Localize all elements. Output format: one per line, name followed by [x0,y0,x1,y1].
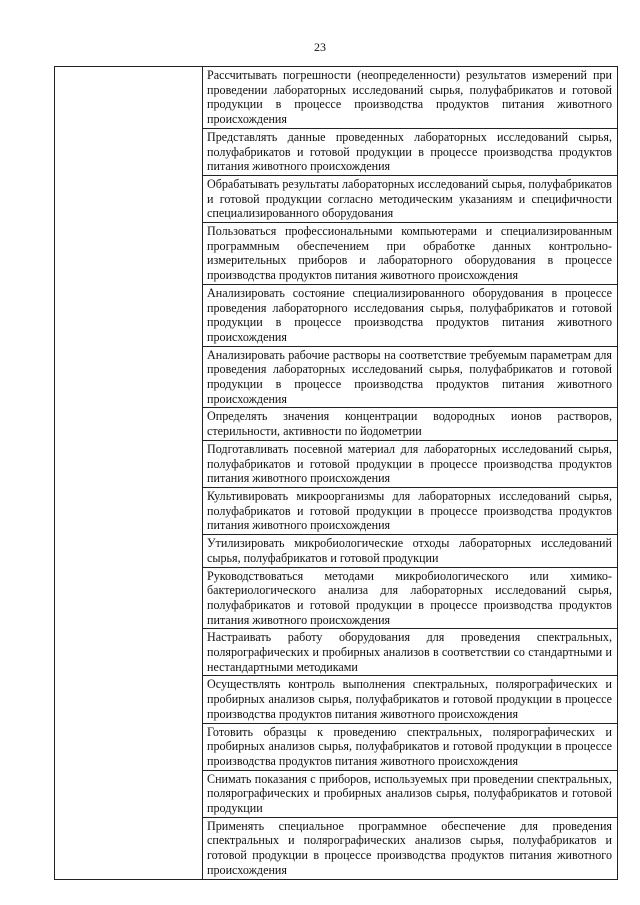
skill-cell: Рассчитывать погрешности (неопределенности) результатов измерений при проведении лабораторных исследований сырья, полуфабрикатов и готовой продукции в процессе производства продуктов питания животного происхождения [203,67,618,129]
skill-cell: Пользоваться профессиональными компьютерами и специализированным программным обеспечением при обработке данных контрольно-измерительных приборов и лабораторного оборудования в процессе производства продуктов питания животного происхождения [203,223,618,285]
skill-cell: Обрабатывать результаты лабораторных исследований сырья, полуфабрикатов и готовой продукции согласно методическим указаниям и специфичности специализированного оборудования [203,175,618,222]
empty-left-cell [55,67,203,880]
skill-cell: Анализировать состояние специализированного оборудования в процессе проведения лабораторного исследования сырья, полуфабрикатов и готовой продукции в процессе производства продуктов питания животного происхождения [203,284,618,346]
skill-cell: Утилизировать микробиологические отходы лабораторных исследований сырья, полуфабрикатов и готовой продукции [203,535,618,567]
skill-cell: Снимать показания с приборов, используемых при проведении спектральных, полярографических и пробирных анализов сырья, полуфабрикатов и готовой продукции [203,770,618,817]
skill-cell: Определять значения концентрации водородных ионов растворов, стерильности, активности по йодометрии [203,408,618,440]
table-row [55,67,618,129]
skill-cell: Представлять данные проведенных лабораторных исследований сырья, полуфабрикатов и готовой продукции в процессе производства продуктов питания животного происхождения [203,128,618,175]
skill-cell: Руководствоваться методами микробиологического или химико-бактериологического анализа для лабораторных исследований сырья, полуфабрикатов и готовой продукции в процессе производства продуктов питания животного происхождения [203,567,618,629]
skill-cell: Подготавливать посевной материал для лабораторных исследований сырья, полуфабрикатов и готовой продукции в процессе производства продуктов питания животного происхождения [203,440,618,487]
skill-cell: Осуществлять контроль выполнения спектральных, полярографических и пробирных анализов сырья, полуфабрикатов и готовой продукции в процессе производства продуктов питания животного происхождения [203,676,618,723]
page-number: 23 [314,40,326,54]
skill-cell: Культивировать микроорганизмы для лабораторных исследований сырья, полуфабрикатов и готовой продукции в процессе производства продуктов питания животного происхождения [203,487,618,534]
skill-cell: Анализировать рабочие растворы на соответствие требуемым параметрам для проведения лабораторных исследований сырья, полуфабрикатов и готовой продукции в процессе производства продуктов питания животного происхождения [203,346,618,408]
skill-cell: Настраивать работу оборудования для проведения спектральных, полярографических и пробирных анализов в соответствии со стандартными и нестандартными методиками [203,629,618,676]
skill-cell: Готовить образцы к проведению спектральных, полярографических и пробирных анализов сырья, полуфабрикатов и готовой продукции в процессе производства продуктов питания животного происхождения [203,723,618,770]
skills-table [54,66,618,880]
skill-cell: Применять специальное программное обеспечение для проведения спектральных и полярографических анализов сырья, полуфабрикатов и готовой продукции в процессе производства продуктов питания животного происхождения [203,817,618,879]
